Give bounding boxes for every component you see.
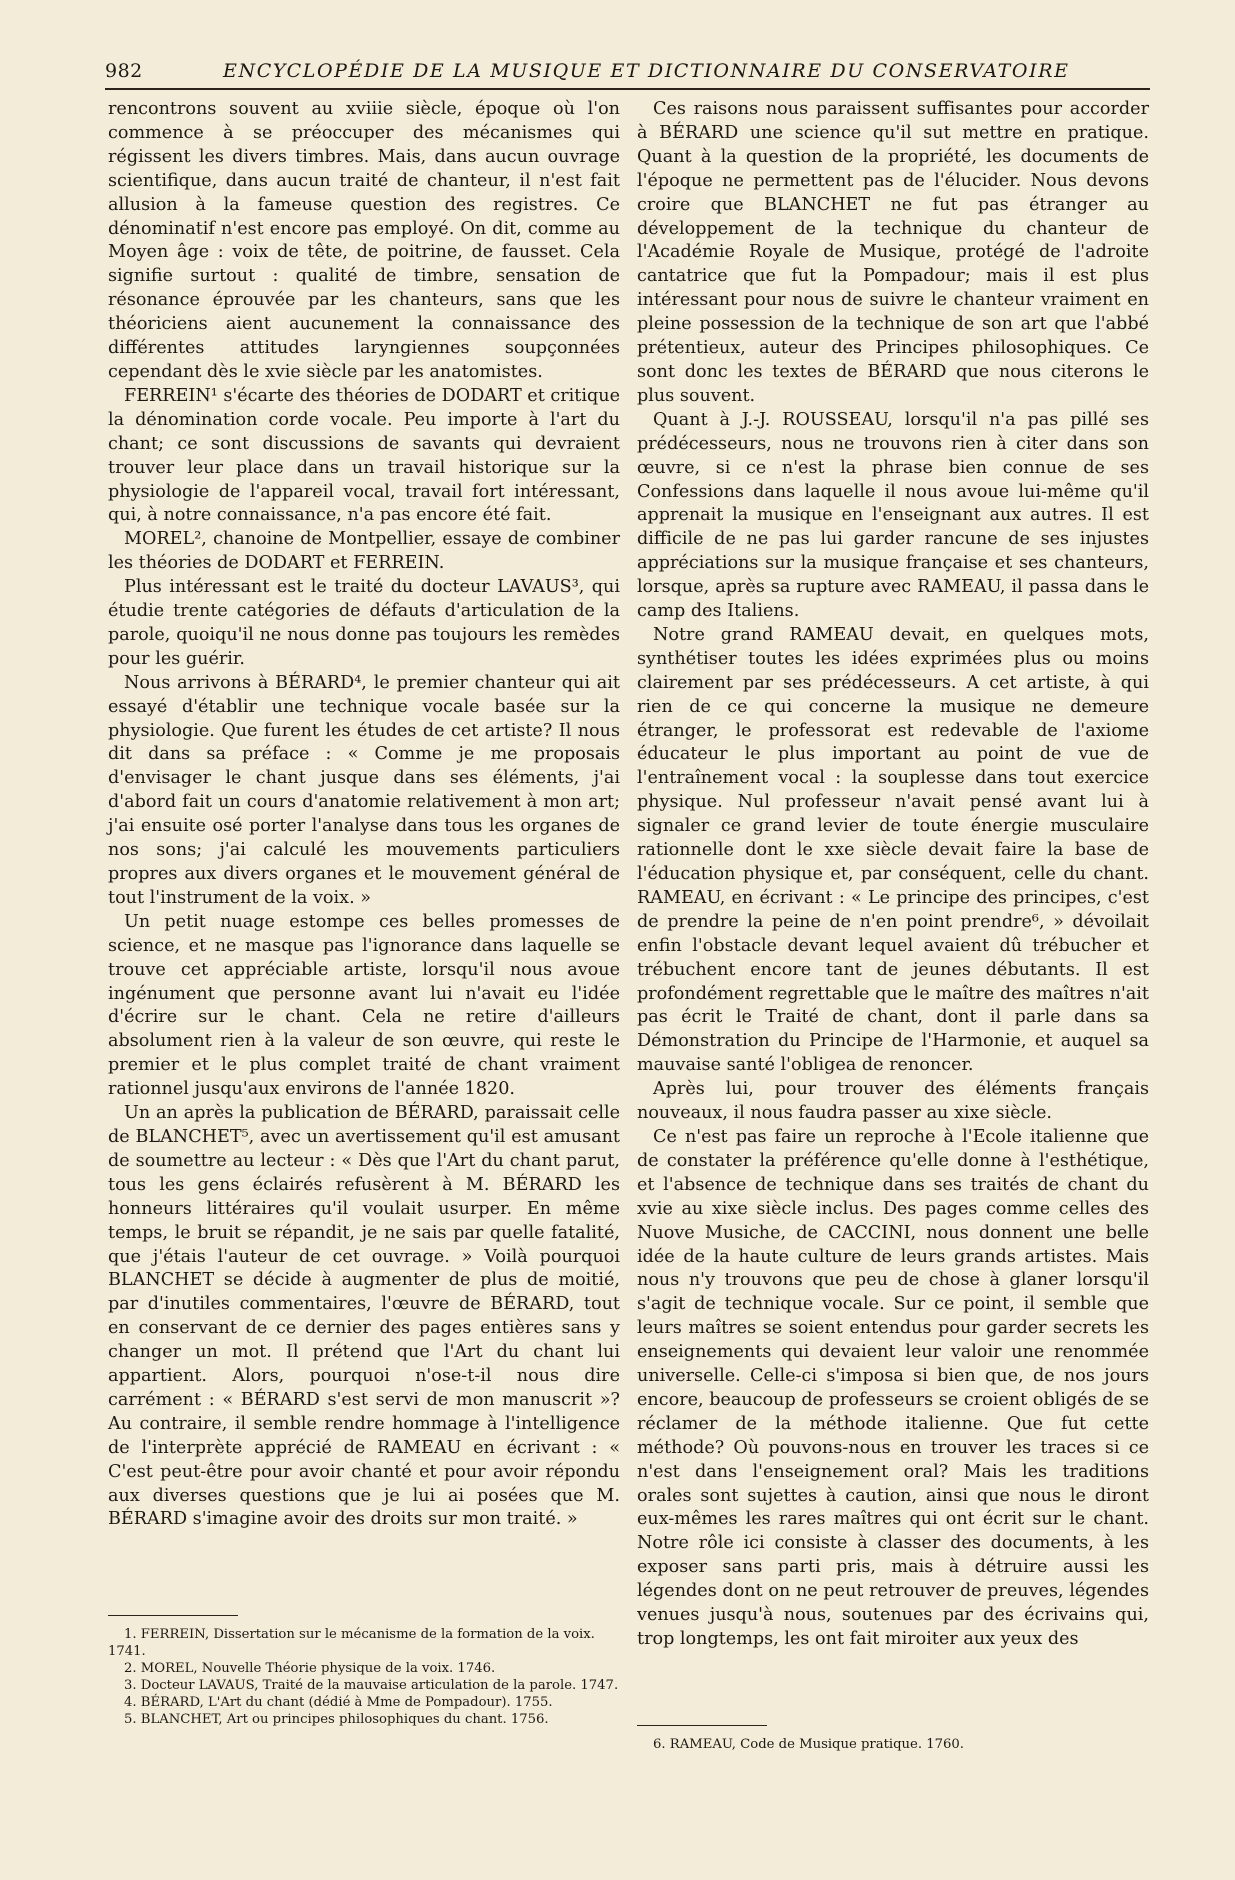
paragraph: Un petit nuage estompe ces belles promesses de science, et ne masque pas l'ignorance dans laquelle se trouve cet appréciable artiste, lorsqu'il nous avoue ingénument que personne avant lui n'avait eu l'idée d'écrire sur le chant. Cela ne retire d'ailleurs absolument rien à la valeur de son œuvre, qui reste le premier et le plus complet traité de chant vraiment rationnel jusqu'aux environs de l'année 1820. [108,911,620,1100]
paragraph: Ce n'est pas faire un reproche à l'Ecole italienne que de constater la préférence qu'elle donne à l'esthétique, et l'absence de technique dans ses traités de chant du xvie au xixe siècle inclus. Des pages comme celles des Nuove Musiche, de CACCINI, nous donnent une belle idée de la haute culture de leurs grands artistes. Mais nous n'y trouvons que peu de chose à glaner lorsqu'il s'agit de technique vocale. Sur ce point, il semble que leurs maîtres se soient entendus pour garder secrets les enseignements qui devaient leur valoir une renommée universelle. Celle-ci s'imposa si bien que, de nos jours encore, beaucoup de professeurs se croient obligés de se réclamer de la méthode italienne. Que fut cette méthode? Où pouvons-nous en trouver les traces si ce n'est dans l'enseignement oral? Mais les traditions orales sont sujettes à caution, ainsi que nous le diront eux-mêmes les rares maîtres qui ont écrit sur le chant. Notre rôle ici consiste à classer des documents, à les exposer sans parti pris, mais à détruire aussi les légendes dont on ne peut retrouver de preuves, légendes venues jusqu'à nous, soutenues par des écrivains qui, trop longtemps, les ont fait miroiter aux yeux des [637,1126,1149,1649]
paragraph: FERREIN¹ s'écarte des théories de DODART et critique la dénomination corde vocale. Peu importe à l'art du chant; ce sont discussions de savants qui devraient trouver leur place dans un travail historique sur la physiologie de l'appareil vocal, travail fort intéressant, qui, à notre connaissance, n'a pas encore été fait. [108,385,620,526]
paragraph: Quant à J.-J. ROUSSEAU, lorsqu'il n'a pas pillé ses prédécesseurs, nous ne trouvons rien à citer dans son œuvre, si ce n'est la phrase bien connue de ses Confessions dans laquelle il nous avoue lui-même qu'il apprenait la musique en l'enseignant aux autres. Il est difficile de ne pas lui garder rancune de ses injustes appréciations sur la musique française et ses chanteurs, lorsque, après sa rupture avec RAMEAU, il passa dans le camp des Italiens. [637,409,1149,622]
footnotes-left [108,1615,620,1728]
paragraph: Notre grand RAMEAU devait, en quelques mots, synthétiser toutes les idées exprimées plus ou moins clairement par ses prédécesseurs. A cet artiste, à qui rien de ce qui concerne la musique ne demeure étranger, le professorat est redevable de l'axiome éducateur le plus important au point de vue de l'entraînement vocal : la souplesse dans tout exercice physique. Nul professeur n'avait pensé avant lui à signaler ce grand levier de toute énergie musculaire rationnelle dont le xxe siècle devait faire la base de l'éducation physique et, par conséquent, celle du chant. RAMEAU, en écrivant : « Le principe des principes, c'est de prendre la peine de n'en point prendre⁶, » dévoilait enfin l'obstacle devant lequel avaient dû trébucher et trébuchent encore tant de jeunes débutants. Il est profondément regrettable que le maître des maîtres n'ait pas écrit le Traité de chant, dont il parle dans sa Démonstration du Principe de l'Harmonie, et auquel sa mauvaise santé l'obligea de renoncer. [637,624,1149,1076]
right-column [637,98,1149,1652]
footnote-separator [108,1615,238,1616]
footnote: 2. MOREL, Nouvelle Théorie physique de la voix. 1746. [124,1661,496,1676]
running-title: ENCYCLOPÉDIE DE LA MUSIQUE ET DICTIONNAIRE DU CONSERVATOIRE [223,60,1070,82]
page-header [105,58,1150,86]
paragraph: Un an après la publication de BÉRARD, paraissait celle de BLANCHET⁵, avec un avertissement qu'il est amusant de soumettre au lecteur : « Dès que l'Art du chant parut, tous les gens éclairés refusèrent à M. BÉRARD les honneurs littéraires qu'il voulait usurper. En même temps, le bruit se répandit, je ne sais par quelle fatalité, que j'étais l'auteur de cet ouvrage. » Voilà pourquoi BLANCHET se décide à augmenter de plus de moitié, par d'inutiles commentaires, l'œuvre de BÉRARD, tout en conservant de ce dernier des pages entières sans y changer un mot. Il prétend que l'Art du chant lui appartient. Alors, pourquoi n'ose-t-il nous dire carrément : « BÉRARD s'est servi de mon manuscrit »? Au contraire, il semble rendre hommage à l'intelligence de l'interprète apprécié de RAMEAU en écrivant : « C'est peut-être pour avoir chanté et pour avoir répondu aux diverses questions que je lui ai posées que M. BÉRARD s'imagine avoir des droits sur mon traité. » [108,1103,620,1530]
footnote: 6. RAMEAU, Code de Musique pratique. 1760. [653,1737,964,1752]
footnote: 1. FERREIN, Dissertation sur le mécanisme de la formation de la voix. 1741. [108,1627,595,1659]
footnote: 5. BLANCHET, Art ou principes philosophiques du chant. 1756. [124,1712,549,1727]
left-column [108,98,620,1532]
footnotes-right [637,1725,1149,1753]
header-rule [105,88,1150,90]
paragraph: Nous arrivons à BÉRARD⁴, le premier chanteur qui ait essayé d'établir une technique vocale basée sur la physiologie. Que furent les études de cet artiste? Il nous dit dans sa préface : « Comme je me proposais d'envisager le chant jusque dans ses éléments, j'ai d'abord fait un cours d'anatomie relativement à mon art; j'ai ensuite osé porter l'analyse dans tous les organes de nos sons; j'ai calculé les mouvements particuliers propres aux divers organes et le mouvement général de tout l'instrument de la voix. » [108,672,620,908]
paragraph: Après lui, pour trouver des éléments français nouveaux, il nous faudra passer au xixe siècle. [637,1079,1149,1124]
paragraph: Plus intéressant est le traité du docteur LAVAUS³, qui étudie trente catégories de défauts d'articulation de la parole, quoiqu'il ne nous donne pas toujours les remèdes pour les guérir. [108,577,620,669]
paragraph: MOREL², chanoine de Montpellier, essaye de combiner les théories de DODART et FERREIN. [108,529,620,574]
page-number: 982 [105,60,143,82]
paragraph: rencontrons souvent au xviiie siècle, époque où l'on commence à se préoccuper des mécanismes qui régissent les divers timbres. Mais, dans aucun ouvrage scientifique, dans aucun traité de chanteur, il n'est fait allusion à la fameuse question des registres. Ce dénominatif n'est encore pas employé. On dit, comme au Moyen âge : voix de tête, de poitrine, de fausset. Cela signifie surtout : qualité de timbre, sensation de résonance éprouvée par les chanteurs, sans que les théoriciens aient aucunement la connaissance des différentes attitudes laryngiennes soupçonnées cependant dès le xvie siècle par les anatomistes. [108,99,620,382]
footnote-separator [637,1725,767,1726]
paragraph: Ces raisons nous paraissent suffisantes pour accorder à BÉRARD une science qu'il sut mettre en pratique. Quant à la question de la propriété, les documents de l'époque ne permettent pas de l'élucider. Nous devons croire que BLANCHET ne fut pas étranger au développement de la technique du chanteur de l'Académie Royale de Musique, protégé de l'adroite cantatrice que fut la Pompadour; mais il est plus intéressant pour nous de suivre le chanteur vraiment en pleine possession de la technique de son art que l'abbé prétentieux, auteur des Principes philosophiques. Ce sont donc les textes de BÉRARD que nous citerons le plus souvent. [637,99,1149,406]
footnote: 3. Docteur LAVAUS, Traité de la mauvaise articulation de la parole. 1747. [124,1678,619,1693]
footnote: 4. BÉRARD, L'Art du chant (dédié à Mme de Pompadour). 1755. [124,1695,553,1710]
